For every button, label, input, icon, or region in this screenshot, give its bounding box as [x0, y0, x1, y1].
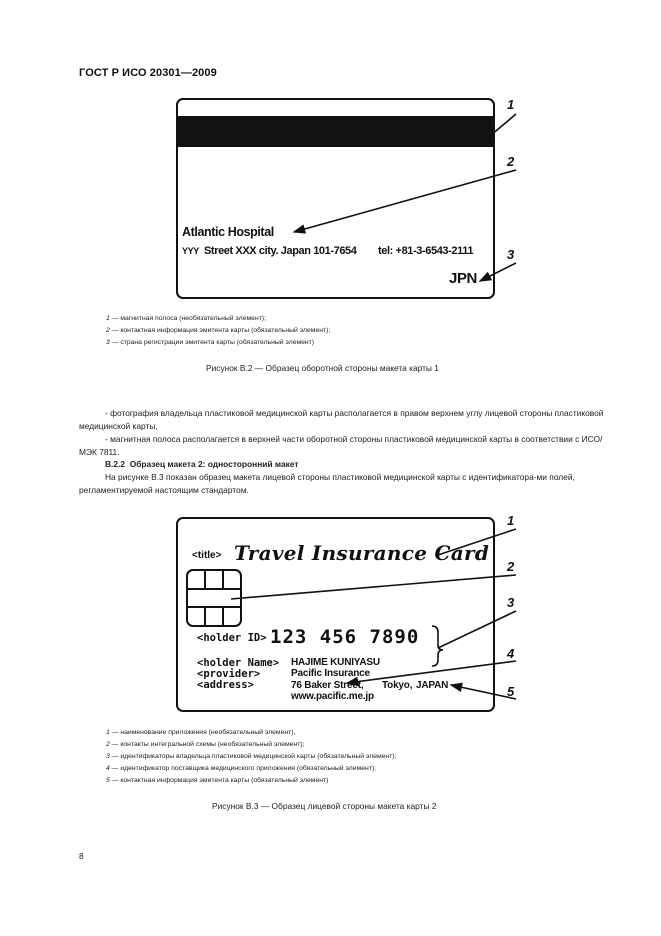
title-field-label: <title>	[192, 550, 222, 561]
paragraph-photo: - фотография владельца пластиковой медицинской карты располагается в правом верхнем углу лицевой стороны пластиковой медицинской карты,	[79, 408, 604, 431]
note-text: — контактная информация эмитента карты (обязательный элемент)	[111, 777, 329, 784]
figure2-note-4	[106, 765, 376, 772]
note-number: 2	[106, 741, 110, 748]
callout-2: 2	[507, 559, 515, 574]
holder-name-value: HAJIME KUNIYASU	[291, 657, 380, 668]
note-text: — наименование приложения (необязательный элемент),	[111, 729, 296, 736]
card-front-figure	[176, 517, 495, 712]
note-number: 3	[106, 753, 110, 760]
note-text: — страна регистрации эмитента карты (обязательный элемент)	[111, 339, 315, 346]
note-text: — магнитная полоса (необязательный элемент);	[111, 315, 266, 322]
issuer-hospital-name: Atlantic Hospital	[182, 225, 274, 239]
issuer-phone: tel: +81-3-6543-2111	[378, 245, 474, 257]
figure2-note-5	[106, 777, 328, 784]
callout-5: 5	[507, 684, 515, 699]
figure2-note-2	[106, 741, 304, 748]
note-number: 2	[106, 327, 110, 334]
note-number: 1	[106, 729, 110, 736]
callout-3: 3	[507, 247, 515, 262]
figure1-note-2	[106, 327, 330, 334]
address-city-value: Tokyo,	[382, 680, 413, 691]
section-title: Образец макета 2: односторонний макет	[129, 459, 299, 469]
issuer-country: JPN	[449, 270, 477, 287]
callout-3: 3	[507, 595, 515, 610]
figure2-note-1	[106, 729, 295, 736]
holder-id-label: <holder ID>	[197, 632, 267, 644]
issuer-address-prefix: YYY	[182, 246, 199, 256]
issuer-address: Street XXX city. Japan 101-7654	[204, 245, 357, 257]
card-back-figure	[176, 98, 495, 299]
note-text: — контакты интегральной схемы (необязательный элемент);	[111, 741, 305, 748]
figure1-caption: Рисунок В.2 — Образец оборотной стороны макета карты 1	[206, 363, 439, 373]
figure2-note-3	[106, 753, 396, 760]
callout-2: 2	[507, 154, 515, 169]
document-header: ГОСТ Р ИСО 20301—2009	[79, 67, 217, 79]
callout-1: 1	[507, 97, 515, 112]
callout-1: 1	[507, 513, 515, 528]
address-street-value: 76 Baker Street,	[291, 680, 364, 691]
section-number: В.2.2	[105, 459, 126, 469]
paragraph-stripe: - магнитная полоса располагается в верхней части оборотной стороны пластиковой медицинской карты в соответствии с ИСО/МЭК 7811.	[79, 434, 603, 457]
figure2-caption: Рисунок В.3 — Образец лицевой стороны макета карты 2	[212, 801, 437, 811]
magnetic-stripe	[178, 116, 493, 147]
note-number: 5	[106, 777, 110, 784]
note-number: 3	[106, 339, 110, 346]
note-number: 1	[106, 315, 110, 322]
figure1-note-1	[106, 315, 266, 322]
website-value: www.pacific.me.jp	[291, 691, 374, 702]
address-country-value: JAPAN	[416, 680, 449, 691]
holder-id-value: 123 456 7890	[270, 626, 420, 648]
note-text: — контактная информация эмитента карты (обязательный элемент);	[111, 327, 331, 334]
address-label: <address>	[197, 679, 254, 691]
figure1-note-3	[106, 339, 314, 346]
provider-value: Pacific Insurance	[291, 668, 370, 679]
chip-icon	[186, 569, 242, 627]
section-heading	[105, 458, 298, 471]
holder-name-label: <holder Name>	[197, 657, 280, 669]
callout-4: 4	[507, 646, 515, 661]
page-number: 8	[79, 851, 84, 861]
paragraph-figure-ref: На рисунке В.3 показан образец макета лицевой стороны пластиковой медицинской карты с идентификатора-ми полей, регламентируемой настоящим стандартом.	[79, 472, 575, 495]
note-text: — идентификаторы владельца пластиковой медицинской карты (обязательный элемент);	[111, 753, 397, 760]
note-text: — идентификатор поставщика медицинского приложения (обязательный элемент);	[111, 765, 377, 772]
note-number: 4	[106, 765, 110, 772]
application-title: Travel Insurance Card	[234, 541, 490, 565]
provider-label: <provider>	[197, 668, 261, 680]
